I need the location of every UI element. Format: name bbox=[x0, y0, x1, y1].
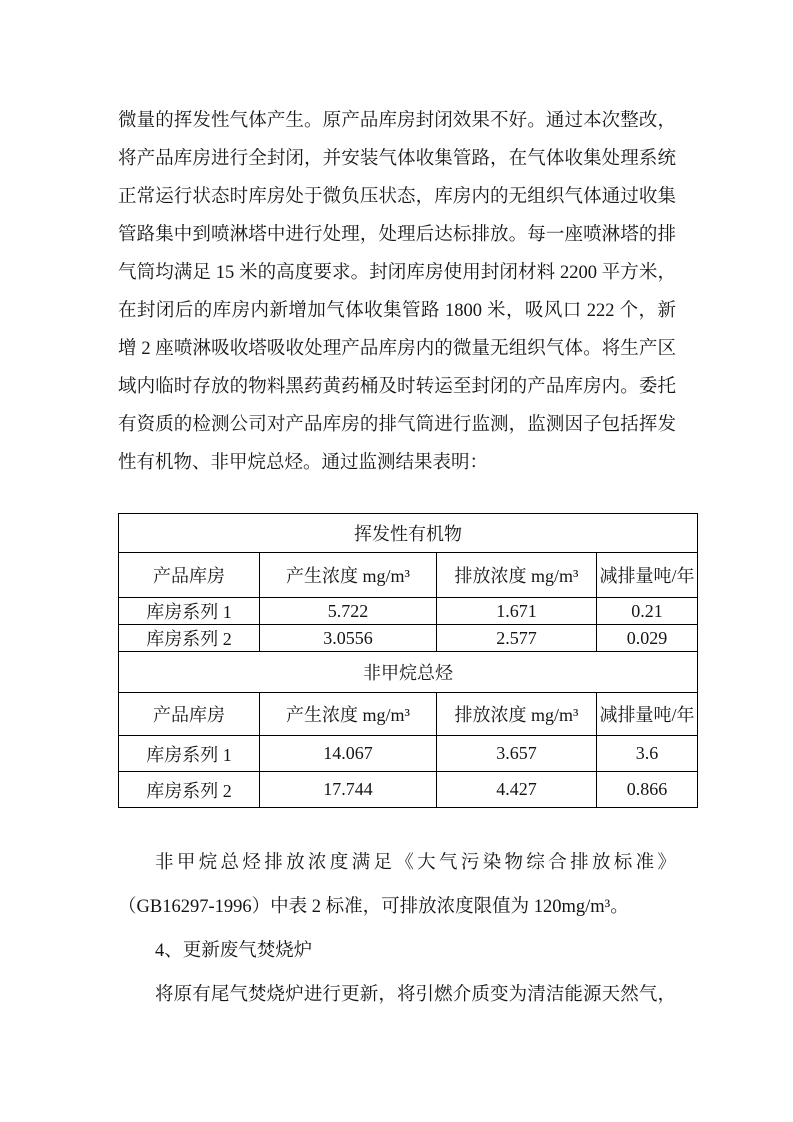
text-line: 在封闭后的库房内新增加气体收集管路 1800 米，吸风口 222 个，新 bbox=[118, 301, 676, 321]
table-row bbox=[119, 598, 698, 625]
text-line: 增 2 座喷淋吸收塔吸收处理产品库房内的微量无组织气体。将生产区 bbox=[118, 339, 676, 359]
table-cell-value: 2.577 bbox=[437, 625, 597, 652]
emission-table-body bbox=[119, 514, 698, 808]
table-column-header: 产生浓度 mg/m³ bbox=[260, 553, 437, 598]
table-cell-value: 0.029 bbox=[597, 625, 698, 652]
table-cell-value: 3.657 bbox=[437, 736, 597, 772]
text-line: 域内临时存放的物料黑药黄药桶及时转运至封闭的产品库房内。委托 bbox=[118, 377, 676, 397]
text-line: 4、更新废气焚烧炉 bbox=[155, 941, 313, 961]
table-column-header: 产品库房 bbox=[119, 693, 260, 736]
text-line: 气筒均满足 15 米的高度要求。封闭库房使用封闭材料 2200 平方米， bbox=[118, 263, 676, 283]
text-line: 将产品库房进行全封闭，并安装气体收集管路，在气体收集处理系统 bbox=[118, 149, 676, 169]
bottom-text-block bbox=[118, 841, 676, 1017]
table-row bbox=[119, 553, 698, 598]
table-row bbox=[119, 514, 698, 553]
paragraph-standard-reference bbox=[118, 841, 676, 929]
table-row bbox=[119, 693, 698, 736]
table-cell-value: 4.427 bbox=[437, 772, 597, 808]
table-row-label: 库房系列 1 bbox=[119, 598, 260, 625]
paragraph-opening bbox=[118, 102, 676, 482]
table-cell-value: 3.6 bbox=[597, 736, 698, 772]
heading-item-4 bbox=[118, 929, 676, 973]
text-line: 正常运行状态时库房处于微负压状态，库房内的无组织气体通过收集 bbox=[118, 187, 676, 207]
emission-monitoring-table bbox=[118, 513, 698, 808]
table-cell-value: 0.21 bbox=[597, 598, 698, 625]
table-section-title: 挥发性有机物 bbox=[119, 514, 698, 553]
table-column-header: 减排量吨/年 bbox=[597, 553, 698, 598]
table-column-header: 排放浓度 mg/m³ bbox=[437, 553, 597, 598]
table-row bbox=[119, 625, 698, 652]
table-column-header: 减排量吨/年 bbox=[597, 693, 698, 736]
text-line: 非甲烷总烃排放浓度满足《大气污染物综合排放标准》 bbox=[155, 853, 676, 873]
table-cell-value: 17.744 bbox=[260, 772, 437, 808]
table-row-label: 库房系列 1 bbox=[119, 736, 260, 772]
table-row bbox=[119, 652, 698, 693]
text-line: 性有机物、非甲烷总烃。通过监测结果表明： bbox=[118, 453, 489, 473]
table-section-title: 非甲烷总烃 bbox=[119, 652, 698, 693]
table-cell-value: 3.0556 bbox=[260, 625, 437, 652]
table-row-label: 库房系列 2 bbox=[119, 625, 260, 652]
text-line: 将原有尾气焚烧炉进行更新，将引燃介质变为清洁能源天然气， bbox=[155, 985, 676, 1005]
table-column-header: 排放浓度 mg/m³ bbox=[437, 693, 597, 736]
table-cell-value: 5.722 bbox=[260, 598, 437, 625]
table-cell-value: 0.866 bbox=[597, 772, 698, 808]
table-cell-value: 1.671 bbox=[437, 598, 597, 625]
table-cell-value: 14.067 bbox=[260, 736, 437, 772]
text-line: 有资质的检测公司对产品库房的排气筒进行监测，监测因子包括挥发 bbox=[118, 415, 676, 435]
text-line: （GB16297-1996）中表 2 标准，可排放浓度限值为 120mg/m³。 bbox=[118, 897, 629, 917]
table-column-header: 产生浓度 mg/m³ bbox=[260, 693, 437, 736]
table-row bbox=[119, 772, 698, 808]
table-column-header: 产品库房 bbox=[119, 553, 260, 598]
text-line: 微量的挥发性气体产生。原产品库房封闭效果不好。通过本次整改， bbox=[118, 111, 676, 131]
table-row bbox=[119, 736, 698, 772]
table-row-label: 库房系列 2 bbox=[119, 772, 260, 808]
paragraph-furnace bbox=[118, 973, 676, 1017]
text-line: 管路集中到喷淋塔中进行处理，处理后达标排放。每一座喷淋塔的排 bbox=[118, 225, 676, 245]
